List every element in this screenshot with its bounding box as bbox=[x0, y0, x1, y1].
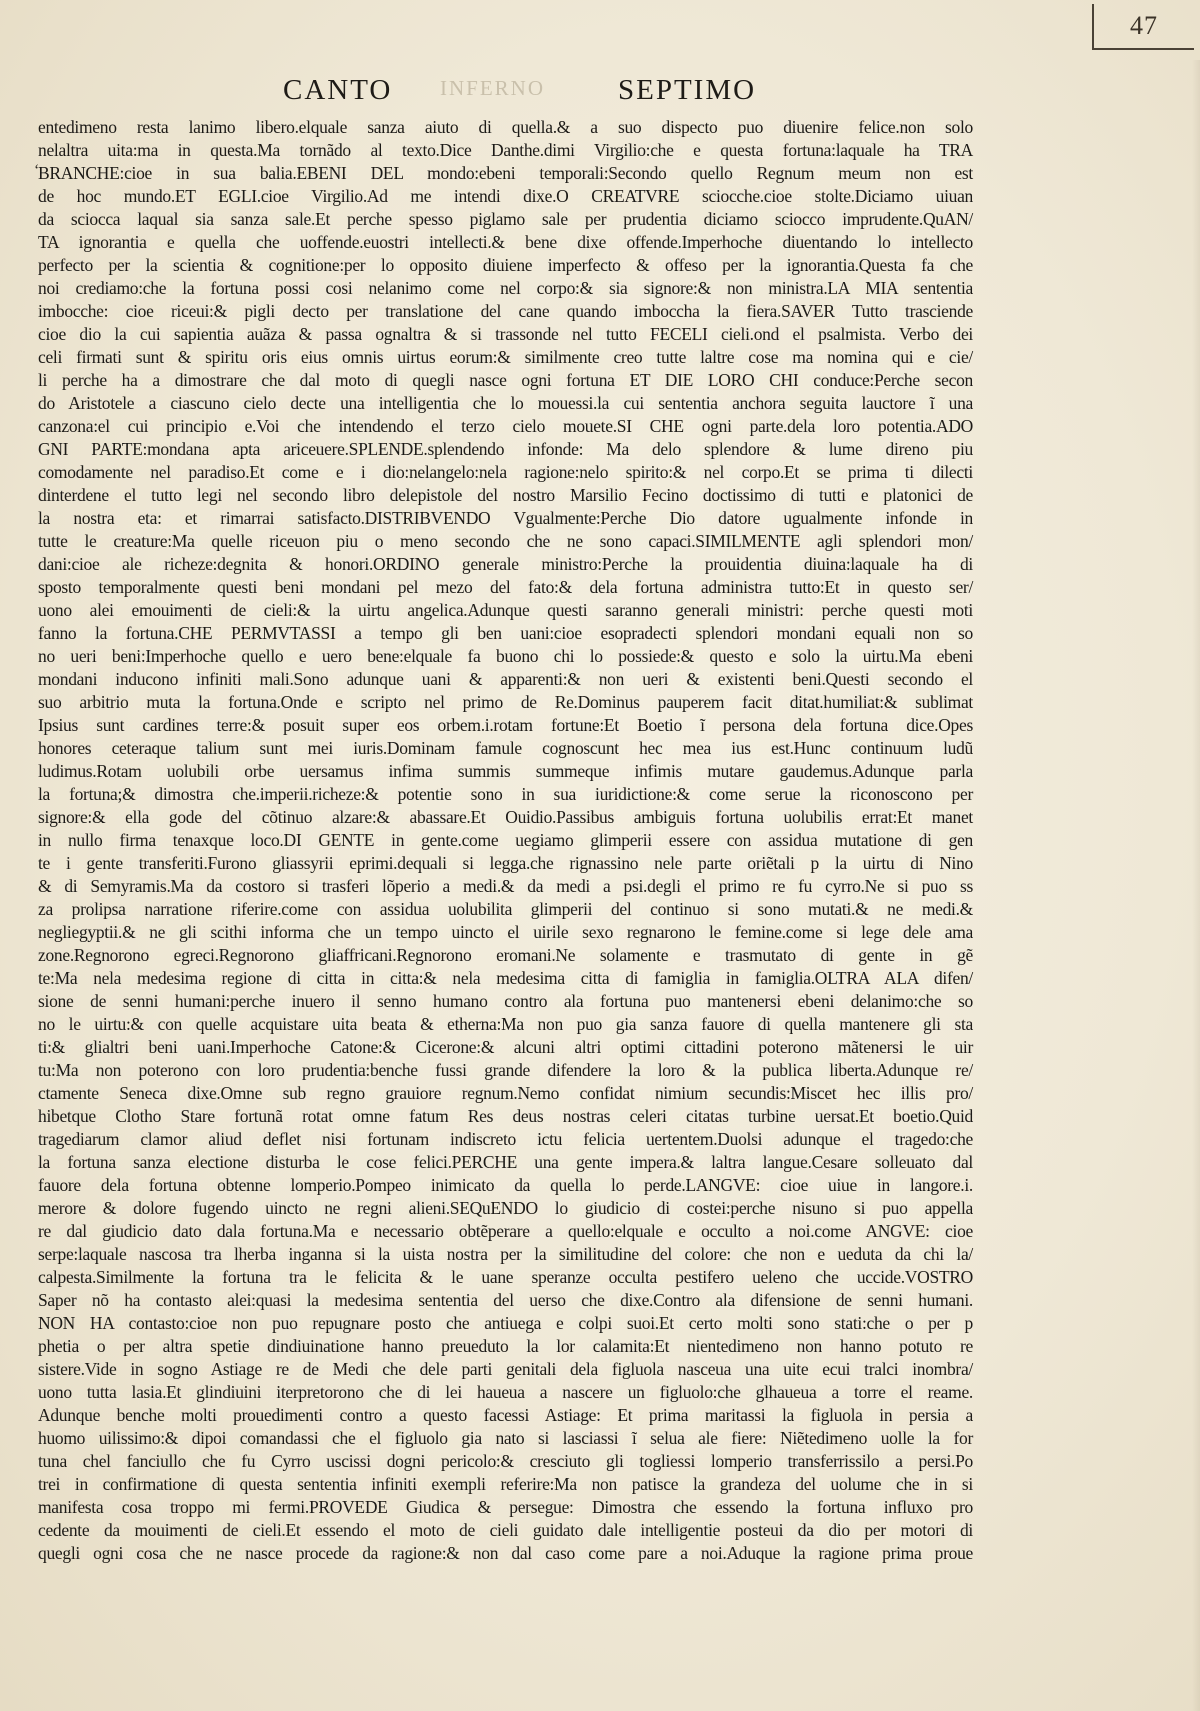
text-line: no le uirtu:& con quelle acquistare uita beata & etherna:Ma non puo gia sanza fauore di quella mantenere gli sta bbox=[38, 1014, 973, 1034]
text-line: te i gente transferiti.Furono gliassyrii eprimi.dequali si legga.che rignassino nele parte oriẽtali p la uirtu di Nino bbox=[38, 853, 973, 873]
text-line: Saper nõ ha contasto alei:quasi la medesima sententia del uerso che dixe.Contro ala difensione de senni humani. bbox=[38, 1290, 973, 1310]
text-line: de hoc mundo.ET EGLI.cioe Virgilio.Ad me intendi dixe.O CREATVRE sciocche.cioe stolte.Diciamo uiuan bbox=[38, 186, 973, 206]
text-line: negliegyptii.& ne gli scithi informa che un tempo uincto el uirile sexo regnarono le femine.come si lege dele ama bbox=[38, 922, 973, 942]
marginal-mark: ‘ bbox=[34, 162, 40, 179]
text-line: TA ignorantia e quella che uoffende.euostri intellecti.& bene dixe offende.Imperhoche diuentando lo intellecto bbox=[38, 232, 973, 252]
text-line: da sciocca laqual sia sanza sale.Et perche spesso piglamo sale per prudentia diciamo sciocco imprudente.QuAN/ bbox=[38, 209, 973, 229]
folio-number: 47 bbox=[1092, 4, 1194, 50]
text-line: uono tutta lasia.Et glindiuini iterpretorono che di lei haueua a nascere un figluolo:che glhaueua a torre el reame. bbox=[38, 1382, 973, 1402]
text-line: manifesta cosa troppo mi fermi.PROVEDE Giudica & persegue: Dimostra che essendo la fortuna influxo pro bbox=[38, 1497, 973, 1517]
text-line: huomo uilissimo:& dipoi comandassi che el figluolo gia nato si lasciassi ĩ selua ale fiere: Niẽtedimeno uolle la for bbox=[38, 1428, 973, 1448]
text-line: celi firmati sunt & spiritu oris eius omnis uirtus eorum:& similmente creo tutte laltre cose ma nomina qui e cie/ bbox=[38, 347, 973, 367]
text-line: imbocche: cioe riceui:& pigli decto per translatione del cane quando imboccha la fiera.SAVER Tutto trasciende bbox=[38, 301, 973, 321]
text-line: hibetque Clotho Stare fortunã rotat omne fatum Res deus nostras celeri citatas turbine uersat.Et boetio.Quid bbox=[38, 1106, 973, 1126]
text-line: nelaltra uita:ma in questa.Ma tornãdo al texto.Dice Danthe.dimi Virgilio:che e questa fortuna:laquale ha TRA bbox=[38, 140, 973, 160]
text-line: ti:& glialtri beni uani.Imperhoche Catone:& Cicerone:& alcuni altri optimi cittadini poterono mãtenersi le uir bbox=[38, 1037, 973, 1057]
text-line: trei in confirmatione di questa sententia infiniti exempli referire:Ma non patisce la grandeza del uolume che in si bbox=[38, 1474, 973, 1494]
text-line: merore & dolore fugendo uincto ne regni alieni.SEQuENDO lo giudicio di costei:perche nisuno si puo appella bbox=[38, 1198, 973, 1218]
text-line: tragediarum clamor aliud deflet nisi fortunam indiscreto ictu felicia uertentem.Duolsi adunque el tragedo:che bbox=[38, 1129, 973, 1149]
text-line: fanno la fortuna.CHE PERMVTASSI a tempo gli ben uani:cioe esopradecti splendori mondani equali non so bbox=[38, 623, 973, 643]
header-canto: CANTO bbox=[283, 74, 393, 106]
text-line: Adunque benche molti prouedimenti contro a questo facessi Astiage: Et prima maritassi la figluola in persia a bbox=[38, 1405, 973, 1425]
text-line: la nostra eta: et rimarrai satisfacto.DISTRIBVENDO Vgualmente:Perche Dio datore ugualmente infonde in bbox=[38, 508, 973, 528]
text-line: mondani inducono infiniti mali.Sono adunque uani & apparenti:& non ueri & existenti beni.Questi secondo el bbox=[38, 669, 973, 689]
text-line: BRANCHE:cioe in sua balia.EBENI DEL mondo:ebeni temporali:Secondo quello Regnum meum non est bbox=[38, 163, 973, 183]
text-line: entedimeno resta lanimo libero.elquale sanza aiuto di quella.& a suo dispecto puo diuenire felice.non solo bbox=[38, 117, 973, 137]
text-line: tuna chel fanciullo che fu Cyrro uscissi dogni pericolo:& cresciuto gli togliessi lomperio transferrissilo a persi.Po bbox=[38, 1451, 973, 1471]
text-line: comodamente nel paradiso.Et come e i dio:nelangelo:nela ragione:nelo spirito:& nel corpo.Et se prima ti dilecti bbox=[38, 462, 973, 482]
text-line: ludimus.Rotam uolubili orbe uersamus infima summis summeque infimis mutare gaudemus.Adunque parla bbox=[38, 761, 973, 781]
text-line: honores ceteraque talium sunt mei iuris.Dominam famule cognoscunt hec mea ius est.Hunc continuum ludũ bbox=[38, 738, 973, 758]
page-edge-shadow bbox=[1192, 60, 1200, 1711]
text-line: suo arbitrio muta la fortuna.Onde e scripto nel primo de Re.Dominus pauperem facit ditat.humiliat:& sublimat bbox=[38, 692, 973, 712]
text-line: sistere.Vide in sogno Astiage re de Medi che dele parti genitali dela figluola nasceua una uite ecui tralci inombra/ bbox=[38, 1359, 973, 1379]
text-line: la fortuna;& dimostra che.imperii.richeze:& potentie sono in sua iuridictione:& come serue la riconoscono per bbox=[38, 784, 973, 804]
text-line: no ueri beni:Imperhoche quello e uero bene:elquale fa buono chi lo possiede:& questo e solo la uirtu.Ma ebeni bbox=[38, 646, 973, 666]
text-line: do Aristotele a ciascuno cielo decte una intelligentia che lo mouessi.la cui sententia anchora seguita lauctore ĩ una bbox=[38, 393, 973, 413]
text-line: zone.Regnorono egreci.Regnorono gliaffricani.Regnorono eromani.Ne solamente e trasmutato di gente in gẽ bbox=[38, 945, 973, 965]
header-show-through: INFERNO bbox=[440, 76, 546, 100]
text-line: Ipsius sunt cardines terre:& posuit super eos orbem.i.rotam fortune:Et Boetio ĩ persona dela fortuna dice.Opes bbox=[38, 715, 973, 735]
text-line: uono alei emouimenti de cieli:& la uirtu angelica.Adunque questi saranno generali ministri: perche questi moti bbox=[38, 600, 973, 620]
text-line: NON HA contasto:cioe non puo repugnare posto che antiuega e colpi suoi.Et certo molti sono stati:che o per p bbox=[38, 1313, 973, 1333]
text-line: quegli ogni cosa che ne nasce procede da ragione:& non dal caso come pare a noi.Aduque la ragione prima proue bbox=[38, 1543, 973, 1563]
text-line: perfecto per la scientia & cognitione:per lo opposito diuiene imperfecto & offeso per la ignorantia.Questa fa che bbox=[38, 255, 973, 275]
text-line: serpe:laquale nascosa tra lherba inganna si la uista nostra per la similitudine del colore: che non e ueduta da chi la/ bbox=[38, 1244, 973, 1264]
commentary-text-block bbox=[38, 116, 973, 1563]
text-line: dinterdene el tutto legi nel secondo libro delepistole del nostro Marsilio Fecino doctissimo di tutti e platonici de bbox=[38, 485, 973, 505]
text-line: cioe dio la cui sapientia auãza & passa ognaltra & si trassonde nel tutto FECELI cieli.ond el psalmista. Verbo dei bbox=[38, 324, 973, 344]
text-line: fauore dela fortuna obtenne lomperio.Pompeo inimicato da quella lo perde.LANGVE: cioe uiue in langore.i. bbox=[38, 1175, 973, 1195]
text-line: signore:& ella gode del cõtinuo alzare:& abassare.Et Ouidio.Passibus ambiguis fortuna uolubilis errat:Et manet bbox=[38, 807, 973, 827]
running-header bbox=[0, 74, 1200, 114]
text-line: re dal giudicio dato dala fortuna.Ma e necessario obtẽperare a quello:elquale e occulto a noi.come ANGVE: cioe bbox=[38, 1221, 973, 1241]
text-line: la fortuna sanza electione disturba le cose felici.PERCHE una gente impera.& laltra langue.Cesare solleuato dal bbox=[38, 1152, 973, 1172]
text-line: cedente da mouimenti de cieli.Et essendo el moto de cieli guidato dale intelligentie posteui da dio per motori di bbox=[38, 1520, 973, 1540]
text-line: phetia o per altra spetie dindiuinatione hanno preueduto la lor calamita:Et nientedimeno non hanno potuto re bbox=[38, 1336, 973, 1356]
text-line: noi crediamo:che la fortuna possi cosi nelanimo come nel corpo:& sia signore:& non ministra.LA MIA sententia bbox=[38, 278, 973, 298]
text-line: in nullo firma tenaxque loco.DI GENTE in gente.come uegiamo glimperii essere con assidua mutatione di gen bbox=[38, 830, 973, 850]
text-line: sione de senni humani:perche inuero il senno humano contro ala fortuna puo mantenersi ebeni delanimo:che so bbox=[38, 991, 973, 1011]
text-line: sposto temporalmente questi beni mondani pel mezo del fato:& dela fortuna administra tutto:Et in questo ser/ bbox=[38, 577, 973, 597]
text-line: calpesta.Similmente la fortuna tra le felicita & le uane speranze occulta pestifero ueleno che uccide.VOSTRO bbox=[38, 1267, 973, 1287]
text-line: canzona:el cui principio e.Voi che intendendo el terzo cielo mouete.SI CHE ogni parte.dela loro potentia.ADO bbox=[38, 416, 973, 436]
text-line: & di Semyramis.Ma da costoro si trasferi lõperio a medi.& da medi a psi.degli el primo re fu cyrro.Ne si puo ss bbox=[38, 876, 973, 896]
text-line: te:Ma nela medesima regione di citta in citta:& nela medesima citta di famiglia in famiglia.OLTRA ALA difen/ bbox=[38, 968, 973, 988]
text-line: tu:Ma non poterono con loro prudentia:benche fussi grande difendere la loro & la publica liberta.Adunque re/ bbox=[38, 1060, 973, 1080]
text-line: za prolipsa narratione riferire.come con assidua uolubilita glimperii del continuo si sono mutati.& ne medi.& bbox=[38, 899, 973, 919]
text-line: dani:cioe ale richeze:degnita & honori.ORDINO generale ministro:Perche la prouidentia diuina:laquale ha di bbox=[38, 554, 973, 574]
text-line: GNI PARTE:mondana apta ariceuere.SPLENDE.splendendo infonde: Ma delo splendore & lume direno piu bbox=[38, 439, 973, 459]
text-line: ctamente Seneca dixe.Omne sub regno grauiore regnum.Nemo confidat nimium secundis:Miscet hec illis pro/ bbox=[38, 1083, 973, 1103]
text-line: li perche ha a dimostrare che dal moto di quegli nasce ogni fortuna ET DIE LORO CHI conduce:Perche secon bbox=[38, 370, 973, 390]
header-septimo: SEPTIMO bbox=[618, 74, 757, 106]
text-line: tutte le creature:Ma quelle riceuon piu o meno secondo che ne sono capaci.SIMILMENTE agli splendori mon/ bbox=[38, 531, 973, 551]
